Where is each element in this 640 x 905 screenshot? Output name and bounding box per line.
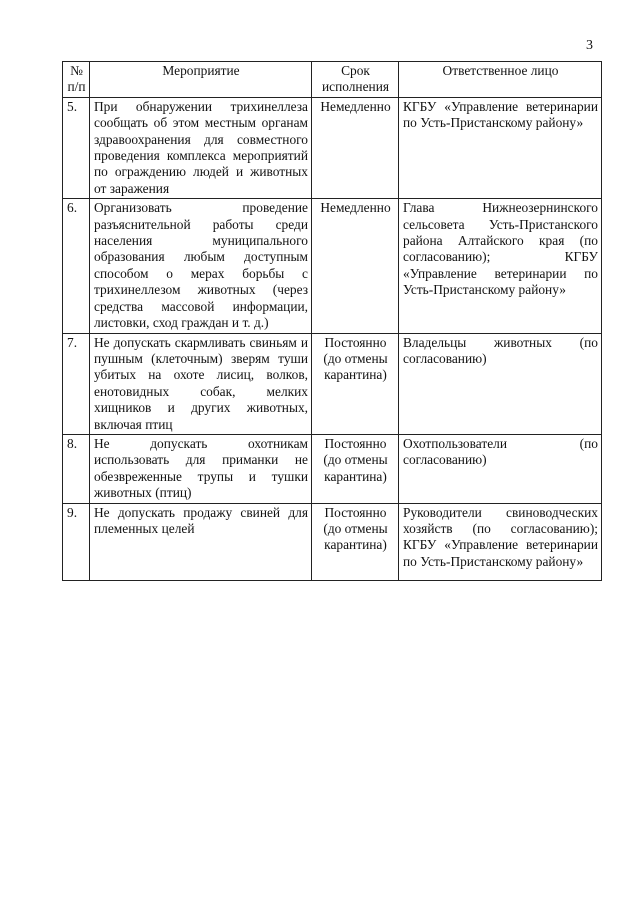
row-responsible: Руководители свиноводческих хозяйств (по согласованию); КГБУ «Управление ветеринарии по Усть-Пристанскому району» [399,503,602,580]
table-row [63,434,602,503]
table-row [63,97,602,198]
row-responsible: Глава Нижнеозернинского сельсовета Усть-Пристанского района Алтайского края (по согласованию); КГБУ «Управление ветеринарии по Усть-Пристанскому району» [399,199,602,333]
row-number: 5. [63,97,90,198]
row-responsible: КГБУ «Управление ветеринарии по Усть-Пристанскому району» [399,97,602,198]
row-term: Немедленно [312,199,399,333]
row-number: 8. [63,434,90,503]
row-number: 7. [63,333,90,434]
row-responsible: Охотпользователи (по согласованию) [399,434,602,503]
row-activity: Не допускать скармливать свиньям и пушным (клеточным) зверям туши убитых на охоте лисиц, волков, енотовидных собак, мелких хищников и других животных, включая птиц [90,333,312,434]
row-term: Постоянно (до отмены карантина) [312,503,399,580]
row-number: 6. [63,199,90,333]
table-row [63,503,602,580]
table-header-row [63,62,602,98]
row-term: Постоянно (до отмены карантина) [312,333,399,434]
table-row [63,199,602,333]
table-row [63,333,602,434]
row-number: 9. [63,503,90,580]
row-activity: При обнаружении трихинеллеза сообщать об этом местным органам здравоохранения для совместного проведения комплекса мероприятий по ограждению людей и животных от заражения [90,97,312,198]
row-activity: Не допускать продажу свиней для племенных целей [90,503,312,580]
measures-table [62,61,602,581]
row-term: Постоянно (до отмены карантина) [312,434,399,503]
header-number: № п/п [63,62,90,98]
row-activity: Не допускать охотникам использовать для приманки не обезвреженные трупы и тушки животных (птиц) [90,434,312,503]
header-responsible: Ответственное лицо [399,62,602,98]
row-term: Немедленно [312,97,399,198]
row-responsible: Владельцы животных (по согласованию) [399,333,602,434]
header-activity: Мероприятие [90,62,312,98]
page-number: 3 [586,38,593,53]
header-term: Срок исполнения [312,62,399,98]
row-activity: Организовать проведение разъяснительной работы среди населения муниципального образования любым доступным способом о мерах борьбы с трихинеллезом животных (через средства массовой информации, листовки, сход граждан и т. д.) [90,199,312,333]
